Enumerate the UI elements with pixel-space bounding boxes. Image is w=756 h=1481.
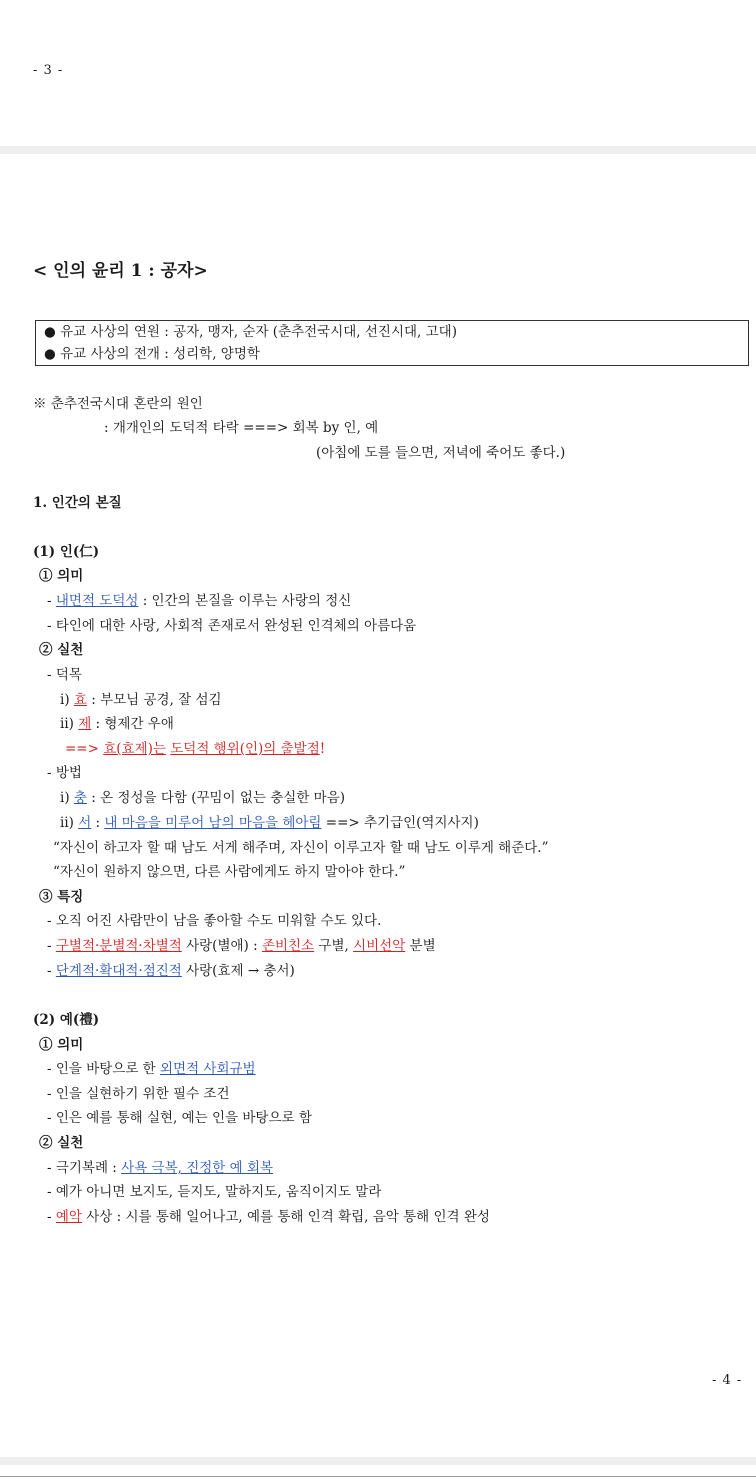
keyword-link: 단계적·확대적·점진적 — [55, 963, 182, 979]
ren-arrow-line: ==> 효(효제)는 도덕적 행위(인)의 출발점! — [65, 741, 326, 757]
ren-quote-1: “자신이 하고자 할 때 남도 서게 해주며, 자신이 이루고자 할 때 남도 이루게 해준다.” — [53, 840, 549, 856]
ren-je-line: ⅱ) 제 : 형제간 우애 — [60, 716, 174, 732]
box-line-2: ● 유교 사상의 전개 : 성리학, 양명학 — [44, 346, 260, 362]
keyword-link: 사욕 극복, 진정한 예 회복 — [121, 1160, 274, 1176]
ren-meaning-heading: ① 의미 — [39, 568, 84, 584]
ye-meaning-line-3: - 인은 예를 통해 실현, 예는 인을 바탕으로 함 — [47, 1110, 312, 1126]
ren-feature-line-2: - 구별적·분별적·차별적 사랑(별애) : 존비친소 구별, 시비선악 분별 — [47, 938, 436, 954]
ren-hyo-line: ⅰ) 효 : 부모님 공경, 잘 섬김 — [60, 692, 222, 708]
ye-meaning-line-2: - 인을 실현하기 위한 필수 조건 — [47, 1086, 230, 1102]
note-heading: ※ 춘추전국시대 혼란의 원인 — [33, 396, 203, 412]
ren-virtue-label: - 덕목 — [47, 667, 82, 683]
keyword-link: 내 마음을 미루어 남의 마음을 헤아림 — [104, 815, 322, 831]
note-line-3: (아침에 도를 들으면, 저녁에 죽어도 좋다.) — [316, 445, 566, 461]
page-number-top: - 3 - — [33, 63, 64, 78]
keyword-link: 구별적·분별적·차별적 — [55, 938, 182, 954]
ye-meaning-heading: ① 의미 — [39, 1037, 84, 1053]
keyword-link: 내면적 도덕성 — [55, 593, 139, 609]
keyword-link: 예악 — [55, 1209, 82, 1225]
bottom-divider — [0, 1476, 756, 1477]
page-separator — [0, 146, 756, 154]
ren-chung-line: ⅰ) 충 : 온 정성을 다함 (꾸밈이 없는 충실한 마음) — [60, 790, 346, 806]
page-separator-bottom — [0, 1457, 756, 1465]
keyword-link: 효 — [73, 692, 87, 708]
ye-meaning-line-1: - 인을 바탕으로 한 외면적 사회규범 — [47, 1061, 256, 1077]
keyword-link: 제 — [78, 716, 92, 732]
ye-practice-line-3: - 예악 사상 : 시를 통해 일어나고, 예를 통해 인격 확립, 음악 통해 인격 완성 — [47, 1209, 490, 1225]
keyword-link: 충 — [73, 790, 87, 806]
ren-quote-2: “자신이 원하지 않으면, 다른 사람에게도 하지 말아야 한다.” — [53, 864, 406, 880]
keyword-link: 효(효제)는 — [103, 741, 166, 757]
subsection-ye-heading: (2) 예(禮) — [33, 1012, 100, 1028]
ren-feature-heading: ③ 특징 — [39, 889, 84, 905]
ren-feature-line-3: - 단계적·확대적·점진적 사랑(효제 → 충서) — [47, 963, 295, 979]
ren-meaning-line-2: - 타인에 대한 사랑, 사회적 존재로서 완성된 인격체의 아름다움 — [47, 618, 417, 634]
ye-practice-line-2: - 예가 아니면 보지도, 듣지도, 말하지도, 움직이지도 말라 — [47, 1184, 382, 1200]
keyword-link: 존비친소 — [261, 938, 315, 954]
page-number-bottom: - 4 - — [712, 1373, 743, 1388]
ren-method-label: - 방법 — [47, 765, 82, 781]
keyword-link: 서 — [78, 815, 92, 831]
note-line-2: : 개개인의 도덕적 타락 ===> 회복 by 인, 예 — [104, 420, 379, 436]
box-line-1: ● 유교 사상의 연원 : 공자, 맹자, 순자 (춘추전국시대, 선진시대, 고대) — [44, 324, 457, 340]
keyword-link: 시비선악 — [353, 938, 406, 954]
keyword-link: 외면적 사회규범 — [160, 1061, 256, 1077]
keyword-link: 도덕적 행위(인)의 출발점 — [170, 741, 320, 757]
subsection-ren-heading: (1) 인(仁) — [33, 544, 100, 560]
ren-seo-line: ⅱ) 서 : 내 마음을 미루어 남의 마음을 헤아림 ==> 추기급인(역지사지) — [60, 815, 479, 831]
ye-practice-line-1: - 극기복례 : 사욕 극복, 진정한 예 회복 — [47, 1160, 274, 1176]
section-heading: 1. 인간의 본질 — [33, 495, 122, 511]
ren-feature-line-1: - 오직 어진 사람만이 남을 좋아할 수도 미워할 수도 있다. — [47, 913, 382, 929]
ye-practice-heading: ② 실천 — [39, 1135, 84, 1151]
page-title: < 인의 윤리 1 : 공자> — [33, 261, 208, 281]
summary-box — [35, 320, 749, 366]
ren-meaning-line-1: - 내면적 도덕성 : 인간의 본질을 이루는 사랑의 정신 — [47, 593, 352, 609]
ren-practice-heading: ② 실천 — [39, 642, 84, 658]
